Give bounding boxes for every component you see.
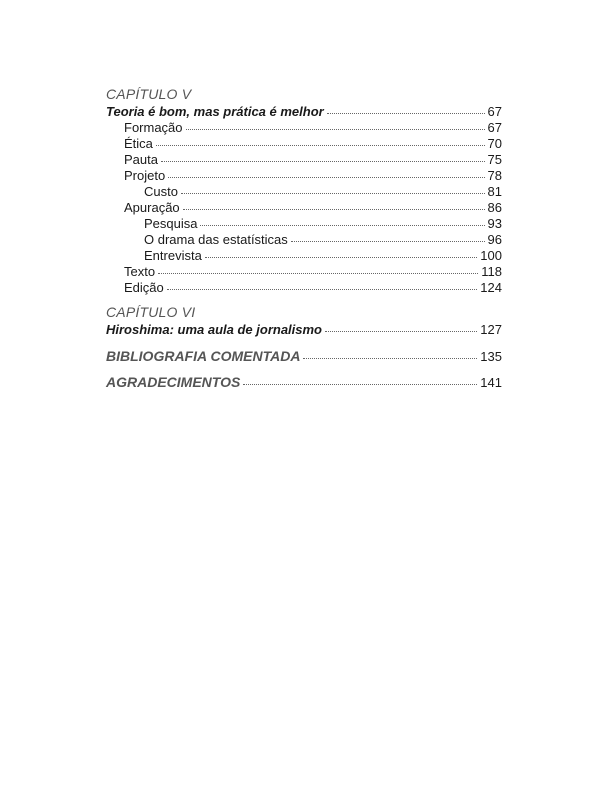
dot-leader	[161, 161, 485, 162]
toc-page-number: 81	[487, 184, 502, 199]
dot-leader	[186, 129, 485, 130]
chapter-heading: CAPÍTULO V	[106, 86, 192, 102]
toc-entry	[106, 168, 502, 184]
toc-entry-title: Hiroshima: uma aula de jornalismo	[106, 322, 322, 337]
toc-page-number: 67	[487, 104, 502, 119]
toc-page-number: 118	[481, 264, 502, 279]
toc-section-entry	[106, 348, 502, 364]
dot-leader	[168, 177, 484, 178]
toc-entry-title: Custo	[144, 184, 178, 199]
toc-entry-title: Texto	[124, 264, 156, 279]
dot-leader	[156, 145, 485, 146]
toc-entry-title: Ética	[124, 136, 153, 151]
toc-entry	[106, 280, 502, 296]
toc-page-number: 86	[487, 200, 502, 215]
toc-section-title: BIBLIOGRAFIA COMENTADA	[106, 348, 301, 364]
chapter-heading: CAPÍTULO VI	[106, 304, 196, 320]
toc-entry-title: Formação	[124, 120, 183, 135]
toc-entry	[106, 120, 502, 136]
toc-entry	[106, 136, 502, 152]
toc-page-number: 93	[487, 216, 502, 231]
toc-entry	[106, 152, 502, 168]
toc-page-number: 127	[480, 322, 502, 337]
toc-page-number: 67	[487, 120, 502, 135]
toc-entry-title: Edição	[124, 280, 164, 295]
toc-entry-title: Apuração	[124, 200, 180, 215]
toc-entry	[106, 184, 502, 200]
toc-page-number: 100	[480, 248, 502, 263]
dot-leader	[205, 257, 477, 258]
toc-entry	[106, 216, 502, 232]
toc-page-number: 70	[487, 136, 502, 151]
toc-page-number: 135	[480, 349, 502, 364]
dot-leader	[158, 273, 478, 274]
toc-entry	[106, 104, 502, 120]
toc-page-number: 124	[480, 280, 502, 295]
toc-page-number: 141	[480, 375, 502, 390]
toc-entry-title: Teoria é bom, mas prática é melhor	[106, 104, 324, 119]
toc-section-title: AGRADECIMENTOS	[106, 374, 241, 390]
toc-section-entry	[106, 374, 502, 390]
toc-entry-title: Entrevista	[144, 248, 202, 263]
dot-leader	[167, 289, 478, 290]
toc-entry	[106, 248, 502, 264]
dot-leader	[200, 225, 484, 226]
toc-entry	[106, 200, 502, 216]
dot-leader	[243, 384, 477, 385]
dot-leader	[291, 241, 485, 242]
dot-leader	[181, 193, 485, 194]
toc-page-number: 78	[487, 168, 502, 183]
dot-leader	[183, 209, 485, 210]
toc-entry-title: O drama das estatísticas	[144, 232, 288, 247]
dot-leader	[325, 331, 477, 332]
toc-entry-title: Projeto	[124, 168, 166, 183]
toc-entry-title: Pesquisa	[144, 216, 198, 231]
toc-page-number: 75	[487, 152, 502, 167]
dot-leader	[327, 113, 485, 114]
dot-leader	[303, 358, 477, 359]
toc-entry-title: Pauta	[124, 152, 158, 167]
toc-entry	[106, 264, 502, 280]
table-of-contents	[106, 84, 502, 390]
toc-page-number: 96	[487, 232, 502, 247]
toc-entry	[106, 232, 502, 248]
toc-entry	[106, 322, 502, 338]
